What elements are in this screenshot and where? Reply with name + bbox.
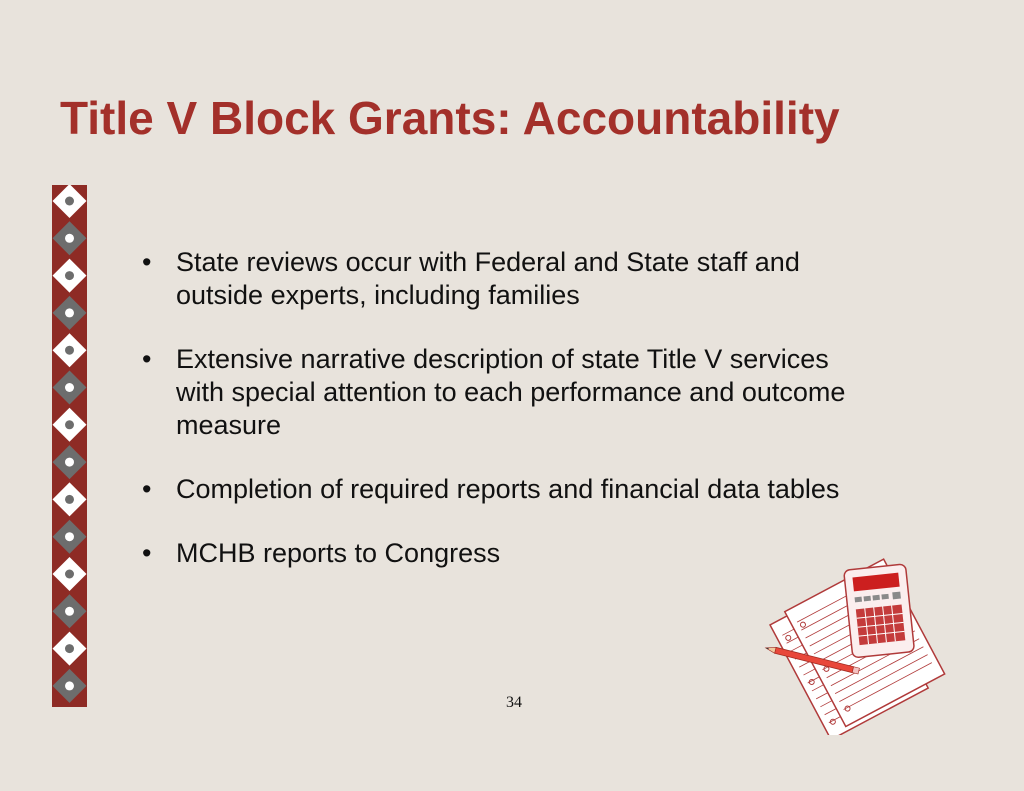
border-diamond-dot — [65, 383, 74, 392]
border-diamond-dot — [65, 458, 74, 467]
bullet-item-reports-completion: • Completion of required reports and financial data tables — [140, 473, 860, 506]
diamond-chain-border-icon — [52, 185, 87, 707]
decorative-border — [52, 185, 87, 707]
border-diamond-dot — [65, 197, 74, 206]
border-diamond-dot — [65, 346, 74, 355]
border-diamond-dot — [65, 607, 74, 616]
border-diamond-dot — [65, 308, 74, 317]
bullet-item-mchb-reports: • MCHB reports to Congress — [140, 537, 860, 570]
bullet-item-state-reviews: • State reviews occur with Federal and State staff and outside experts, including families — [140, 246, 860, 312]
border-diamond-dot — [65, 271, 74, 280]
page-number: 34 — [506, 694, 522, 711]
slide-title: Title V Block Grants: Accountability — [60, 92, 840, 144]
border-diamond-dot — [65, 234, 74, 243]
border-diamond-dot — [65, 420, 74, 429]
border-diamond-dot — [65, 681, 74, 690]
border-diamond-dot — [65, 532, 74, 541]
border-diamond-dot — [65, 570, 74, 579]
bullet-item-narrative-description: • Extensive narrative description of state Title V services with special attention to each performance and outcome measure — [140, 343, 860, 442]
border-diamond-dot — [65, 495, 74, 504]
border-diamond-dot — [65, 644, 74, 653]
calculator-papers-pencil-clipart-icon — [760, 545, 960, 735]
bullet-list — [140, 246, 860, 601]
